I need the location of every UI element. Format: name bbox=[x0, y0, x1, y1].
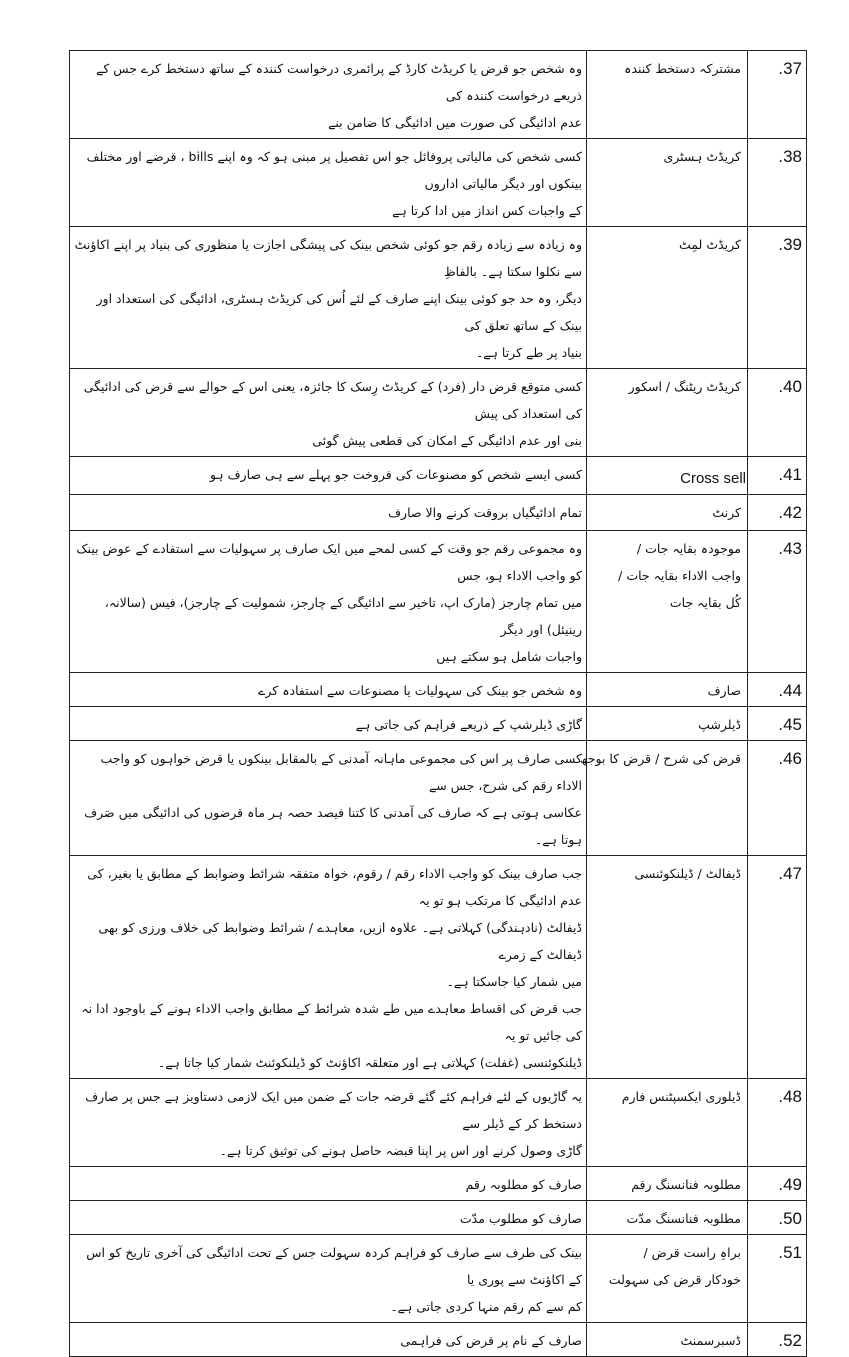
definition-line: کم سے کم رقم منہا کردی جاتی ہے۔ bbox=[390, 1299, 582, 1314]
term-text: مشترکہ دستخط کنندہ bbox=[624, 61, 741, 76]
row-number: .43 bbox=[748, 531, 807, 673]
glossary-row bbox=[70, 707, 807, 741]
definition-cell bbox=[70, 139, 587, 227]
definition-line: ڈیلنکوئنسی (غفلت) کہلاتی ہے اور متعلقہ اکاؤنٹ کو ڈیلنکوئنٹ شمار کیا جاتا ہے۔ bbox=[157, 1055, 582, 1070]
definition-line: صارف کو مطلوبہ رقم bbox=[465, 1177, 582, 1192]
definition-line: بنی اور عدم ادائیگی کے امکان کی قطعی پیش گوئی bbox=[312, 433, 582, 448]
term-cell bbox=[587, 51, 748, 139]
definition-line: جب صارف بینک کو واجب الاداء رقم / رقوم، خواہ متفقہ شرائط وضوابط کے مطابق یا بغیر، کی عدم ادائیگی کا مرتکب ہو تو یہ bbox=[87, 866, 582, 908]
definition-cell bbox=[70, 1235, 587, 1323]
row-number: .49 bbox=[748, 1167, 807, 1201]
term-cell bbox=[587, 531, 748, 673]
term-line: کُل بقایہ جات bbox=[669, 595, 741, 610]
definition-line: کے واجبات کس انداز میں ادا کرتا ہے bbox=[392, 203, 582, 218]
definition-line: وہ شخص جو قرض یا کریڈٹ کارڈ کے پرائمری درخواست کنندہ کے ساتھ دستخط کرے جس کے ذریعے درخواست کنندہ کی bbox=[96, 61, 582, 103]
definition-cell bbox=[70, 741, 587, 856]
term-cell bbox=[587, 856, 748, 1079]
definition-line: وہ مجموعی رقم جو وقت کے کسی لمحے میں ایک صارف پر سہولیات سے استفادے کے عوض بینک کو واجب الاداء ہو، جس bbox=[76, 541, 582, 583]
row-number: .48 bbox=[748, 1079, 807, 1167]
row-number: .47 bbox=[748, 856, 807, 1079]
definition-line: عکاسی ہوتی ہے کہ صارف کی آمدنی کا کتنا فیصد حصہ ہر ماہ قرضوں کی ادائیگی میں صَرف ہوتا ہے۔ bbox=[84, 805, 582, 847]
definition-cell bbox=[70, 495, 587, 531]
definition-line: کسی ایسے شخص کو مصنوعات کی فروخت جو پہلے سے ہی صارف ہو bbox=[209, 467, 582, 482]
definition-cell bbox=[70, 1201, 587, 1235]
glossary-row bbox=[70, 1235, 807, 1323]
term-cell bbox=[587, 139, 748, 227]
definition-line: واجبات شامل ہو سکتے ہیں bbox=[436, 649, 582, 664]
term-cell bbox=[587, 1235, 748, 1323]
definition-line: وہ شخص جو بینک کی سہولیات یا مصنوعات سے استفادہ کرے bbox=[258, 683, 582, 698]
definition-line: گاڑی ڈیلرشپ کے ذریعے فراہم کی جاتی ہے bbox=[355, 717, 582, 732]
row-number: .39 bbox=[748, 227, 807, 369]
term-text: مطلوبہ فنانسنگ مدّت bbox=[626, 1211, 741, 1226]
definition-line: بینک کی طرف سے صارف کو فراہم کردہ سہولت جس کے تحت ادائیگی کی آخری تاریخ کو اس کے اکاؤنٹ سے پوری یا bbox=[86, 1245, 582, 1287]
term-cell bbox=[587, 457, 748, 495]
term-cell bbox=[587, 1323, 748, 1357]
term-cell bbox=[587, 369, 748, 457]
glossary-row bbox=[70, 741, 807, 856]
term-cell bbox=[587, 1167, 748, 1201]
row-number: .37 bbox=[748, 51, 807, 139]
term-text: کریڈٹ ریٹنگ / اسکور bbox=[628, 379, 741, 394]
row-number: .44 bbox=[748, 673, 807, 707]
row-number: .46 bbox=[748, 741, 807, 856]
term-line: واجب الاداء بقایہ جات / bbox=[618, 568, 741, 583]
glossary-row bbox=[70, 369, 807, 457]
definition-line: یہ گاڑیوں کے لئے فراہم کئے گئے قرضہ جات کے ضمن میں ایک لازمی دستاویز ہے جس پر صارف دستخط کر کے ڈیلر سے bbox=[85, 1089, 582, 1131]
term-text: Cross sell bbox=[680, 470, 746, 487]
term-text: ڈسبرسمنٹ bbox=[680, 1333, 741, 1348]
term-cell bbox=[587, 1079, 748, 1167]
term-text: کریڈٹ لمِٹ bbox=[679, 237, 741, 252]
term-text: قرض کی شرح / قرض کا بوجھ bbox=[579, 751, 741, 766]
term-text: مطلوبہ فنانسنگ رقم bbox=[631, 1177, 741, 1192]
term-text: ڈیفالٹ / ڈیلنکوئنسی bbox=[634, 866, 741, 881]
glossary-row bbox=[70, 673, 807, 707]
row-number: .38 bbox=[748, 139, 807, 227]
definition-line: عدم ادائیگی کی صورت میں ادائیگی کا ضامن بنے bbox=[328, 115, 582, 130]
glossary-row bbox=[70, 51, 807, 139]
term-text: صارف bbox=[707, 683, 741, 698]
definition-line: میں تمام چارجز (مارک اپ، تاخیر سے ادائیگی کے چارجز، شمولیت کے چارجز)، فیس (سالانہ، رینیئل) اور دیگر bbox=[104, 595, 582, 637]
definition-line: میں شمار کیا جاسکتا ہے۔ bbox=[446, 974, 582, 989]
definition-cell bbox=[70, 673, 587, 707]
row-number: .45 bbox=[748, 707, 807, 741]
row-number: .42 bbox=[748, 495, 807, 531]
definition-line: گاڑی وصول کرنے اور اس پر اپنا قبضہ حاصل ہونے کی توثیق کرتا ہے۔ bbox=[219, 1143, 582, 1158]
definition-line: بنیاد پر طے کرتا ہے۔ bbox=[475, 345, 582, 360]
definition-line: صارف کے نام پر قرض کی فراہمی bbox=[400, 1333, 582, 1348]
glossary-row bbox=[70, 856, 807, 1079]
definition-line: تمام ادائیگیاں بروقت کرنے والا صارف bbox=[388, 505, 582, 520]
definition-cell bbox=[70, 1323, 587, 1357]
definition-cell bbox=[70, 1167, 587, 1201]
row-number: .40 bbox=[748, 369, 807, 457]
glossary-row bbox=[70, 457, 807, 495]
definition-line: دیگر، وہ حد جو کوئی بینک اپنے صارف کے لئے اُس کی کریڈٹ ہسٹری، ادائیگی کی استعداد اور بینک کے ساتھ تعلق کی bbox=[96, 291, 582, 333]
term-cell bbox=[579, 741, 748, 856]
definition-cell bbox=[70, 227, 587, 369]
glossary-row bbox=[70, 1167, 807, 1201]
term-cell bbox=[587, 1201, 748, 1235]
row-number: .52 bbox=[748, 1323, 807, 1357]
glossary-table bbox=[69, 50, 807, 1357]
term-line: خودکار قرض کی سہولت bbox=[608, 1272, 741, 1287]
term-cell bbox=[587, 227, 748, 369]
term-cell bbox=[587, 673, 748, 707]
definition-cell bbox=[70, 457, 587, 495]
definition-cell bbox=[70, 369, 587, 457]
glossary-body bbox=[70, 51, 807, 1357]
definition-line: صارف کو مطلوب مدّت bbox=[459, 1211, 582, 1226]
term-text: کریڈٹ ہسٹری bbox=[663, 149, 741, 164]
row-number: .51 bbox=[748, 1235, 807, 1323]
term-text: کرنٹ bbox=[712, 505, 741, 520]
term-line: موجودہ بقایہ جات / bbox=[636, 541, 741, 556]
definition-cell bbox=[70, 707, 587, 741]
definition-line: جب قرض کی اقساط معاہدے میں طے شدہ شرائط کے مطابق واجب الاداء ہونے کے باوجود ادا نہ کی جائیں تو یہ bbox=[81, 1001, 582, 1043]
glossary-row bbox=[70, 1323, 807, 1357]
definition-line: کسی صارف پر اس کی مجموعی ماہانہ آمدنی کے بالمقابل بینکوں یا قرض خواہوں کو واجب الاداء رقم کی شرح، جس سے bbox=[100, 751, 582, 793]
glossary-row bbox=[70, 1079, 807, 1167]
term-text: ڈیلوری ایکسپٹنس فارم bbox=[621, 1089, 741, 1104]
definition-cell bbox=[70, 856, 587, 1079]
definition-line: ڈیفالٹ (نادہندگی) کہلاتی ہے۔ علاوہ ازیں، معاہدے / شرائط وضوابط کی خلاف ورزی کو بھی ڈیفالٹ کے زمرے bbox=[98, 920, 582, 962]
definition-cell bbox=[70, 51, 587, 139]
glossary-row bbox=[70, 495, 807, 531]
term-cell bbox=[587, 707, 748, 741]
definition-line: کسی شخص کی مالیاتی پروفائل جو اس تفصیل پر مبنی ہو کہ وہ اپنے bills ، قرضے اور مختلف بینکوں اور دیگر مالیاتی اداروں bbox=[86, 149, 582, 191]
glossary-row bbox=[70, 1201, 807, 1235]
glossary-row bbox=[70, 227, 807, 369]
term-line: براہِ راست قرض / bbox=[643, 1245, 741, 1260]
glossary-row bbox=[70, 139, 807, 227]
term-cell bbox=[587, 495, 748, 531]
row-number: .50 bbox=[748, 1201, 807, 1235]
definition-line: وہ زیادہ سے زیادہ رقم جو کوئی شخص بینک کی پیشگی اجازت یا منظوری کی بنیاد پر اپنے اکاؤنٹ سے نکلوا سکتا ہے۔ بالفاظِ bbox=[74, 237, 582, 279]
glossary-row bbox=[70, 531, 807, 673]
definition-line: کسی متوقع قرض دار (فرد) کے کریڈٹ رِسک کا جائزہ، یعنی اس کے حوالے سے قرض کی ادائیگی کی استعداد کی پیش bbox=[83, 379, 582, 421]
row-number: .41 bbox=[748, 457, 807, 495]
term-text: ڈیلرشپ bbox=[698, 717, 741, 732]
definition-cell bbox=[70, 1079, 587, 1167]
definition-cell bbox=[70, 531, 587, 673]
